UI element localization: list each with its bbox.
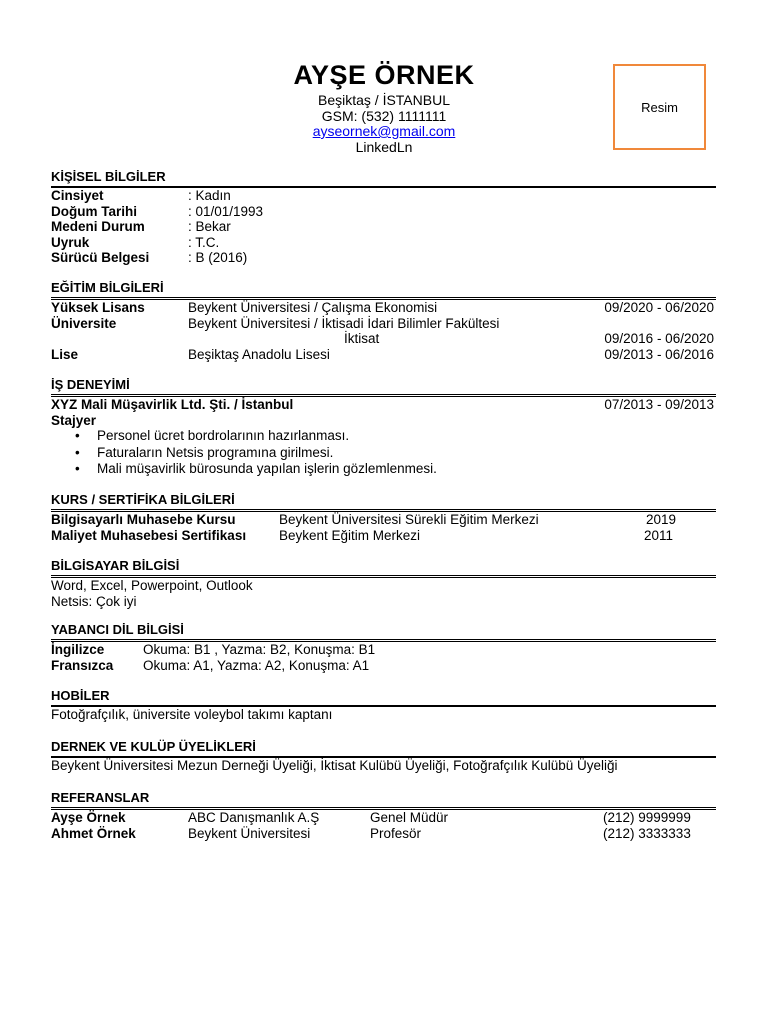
education-row: [51, 300, 716, 316]
personal-label: Uyruk: [51, 234, 90, 250]
computer-text: Netsis: Çok iyi: [51, 593, 137, 609]
section-education: [51, 280, 716, 362]
education-level: Lise: [51, 346, 79, 362]
personal-row: [51, 188, 716, 204]
computer-line: [51, 578, 716, 594]
section-experience: [51, 377, 716, 478]
hobbies-line: [51, 707, 716, 723]
education-row: [51, 331, 716, 347]
education-row: [51, 316, 716, 332]
personal-value: : B (2016): [188, 250, 248, 265]
photo-label: Resim: [641, 99, 678, 115]
section-title: DERNEK VE KULÜP ÜYELİKLERİ: [51, 739, 256, 754]
reference-role: Genel Müdür: [370, 810, 449, 825]
reference-name: Ayşe Örnek: [51, 810, 126, 825]
education-dates: 09/2013 - 06/2016: [604, 346, 714, 362]
experience-dates: 07/2013 - 09/2013: [604, 397, 714, 412]
language-row: [51, 658, 716, 674]
personal-row: [51, 250, 716, 266]
education-school: İktisat: [344, 331, 380, 346]
computer-line: [51, 594, 716, 610]
personal-value: : 01/01/1993: [188, 203, 264, 219]
language-level: Okuma: A1, Yazma: A2, Konuşma: A1: [143, 657, 370, 673]
experience-duties: [51, 428, 716, 478]
education-row: [51, 347, 716, 363]
personal-label: Sürücü Belgesi: [51, 250, 150, 265]
experience-row: [51, 413, 716, 429]
experience-company: XYZ Mali Müşavirlik Ltd. Şti. / İstanbul: [51, 397, 294, 412]
section-courses: [51, 492, 716, 543]
course-place: Beykent Eğitim Merkezi: [279, 527, 421, 543]
phone-text: GSM: (532) 1111111: [321, 108, 447, 124]
experience-row: [51, 397, 716, 413]
section-title: BİLGİSAYAR BİLGİSİ: [51, 558, 180, 573]
reference-name: Ahmet Örnek: [51, 825, 136, 841]
reference-role: Profesör: [370, 825, 422, 841]
course-place: Beykent Üniversitesi Sürekli Eğitim Merkezi: [279, 512, 539, 527]
reference-phone: (212) 9999999: [603, 810, 691, 825]
linkedin-text: LinkedLn: [355, 139, 413, 155]
section-title: KURS / SERTİFİKA BİLGİLERİ: [51, 492, 235, 507]
education-school: Beykent Üniversitesi / Çalışma Ekonomisi: [188, 300, 438, 315]
course-year: 2019: [646, 512, 677, 527]
language-name: İngilizce: [51, 642, 105, 657]
course-name: Bilgisayarlı Muhasebe Kursu: [51, 512, 236, 527]
personal-label: Cinsiyet: [51, 188, 104, 203]
clubs-line: [51, 758, 716, 774]
hobbies-text: Fotoğrafçılık, üniversite voleybol takımı kaptanı: [51, 707, 333, 722]
reference-phone: (212) 3333333: [603, 825, 691, 841]
personal-row: [51, 235, 716, 251]
education-school: Beykent Üniversitesi / İktisadi İdari Bilimler Fakültesi: [188, 315, 500, 331]
location-text: Beşiktaş / İSTANBUL: [317, 92, 450, 108]
course-row: [51, 528, 716, 544]
personal-value: : Kadın: [188, 188, 231, 203]
course-year: 2011: [644, 527, 674, 543]
personal-value: : T.C.: [188, 234, 220, 250]
section-title: YABANCI DİL BİLGİSİ: [51, 622, 184, 637]
photo-placeholder: [613, 64, 706, 150]
course-row: [51, 512, 716, 528]
section-languages: [51, 622, 716, 673]
reference-row: [51, 810, 716, 826]
section-title: KİŞİSEL BİLGİLER: [51, 169, 166, 184]
education-level: Yüksek Lisans: [51, 300, 145, 315]
clubs-text: Beykent Üniversitesi Mezun Derneği Üyeliği, İktisat Kulübü Üyeliği, Fotoğrafçılık Kulübü Üyeliği: [51, 758, 618, 773]
language-row: [51, 642, 716, 658]
list-item: • Faturaların Netsis programına girilmesi.: [51, 445, 716, 462]
section-hobbies: [51, 688, 716, 723]
personal-label: Doğum Tarihi: [51, 203, 137, 219]
email-link[interactable]: ayseornek@gmail.com: [312, 123, 456, 139]
section-clubs: [51, 739, 716, 774]
section-title: HOBİLER: [51, 688, 110, 703]
section-personal: [51, 169, 716, 266]
education-dates: 09/2020 - 06/2020: [604, 300, 714, 315]
education-dates: 09/2016 - 06/2020: [604, 331, 714, 346]
list-item: • Personel ücret bordrolarının hazırlanması.: [51, 428, 716, 445]
experience-position: Stajyer: [51, 412, 97, 428]
section-title: İŞ DENEYİMİ: [51, 377, 130, 392]
language-name: Fransızca: [51, 657, 114, 673]
section-title: EĞİTİM BİLGİLERİ: [51, 280, 164, 295]
section-computer: [51, 558, 716, 609]
section-references: [51, 790, 716, 841]
list-item: • Mali müşavirlik bürosunda yapılan işlerin gözlemlenmesi.: [51, 461, 716, 478]
course-name: Maliyet Muhasebesi Sertifikası: [51, 527, 247, 543]
personal-value: : Bekar: [188, 219, 231, 234]
section-title: REFERANSLAR: [51, 790, 150, 805]
cv-name: AYŞE ÖRNEK: [293, 60, 475, 90]
personal-row: [51, 219, 716, 235]
reference-row: [51, 826, 716, 842]
personal-row: [51, 204, 716, 220]
language-level: Okuma: B1 , Yazma: B2, Konuşma: B1: [143, 642, 376, 657]
personal-label: Medeni Durum: [51, 219, 145, 234]
education-level: Üniversite: [51, 315, 117, 331]
computer-text: Word, Excel, Powerpoint, Outlook: [51, 578, 253, 593]
reference-org: Beykent Üniversitesi: [188, 825, 311, 841]
reference-org: ABC Danışmanlık A.Ş: [188, 810, 320, 825]
education-school: Beşiktaş Anadolu Lisesi: [188, 346, 330, 362]
